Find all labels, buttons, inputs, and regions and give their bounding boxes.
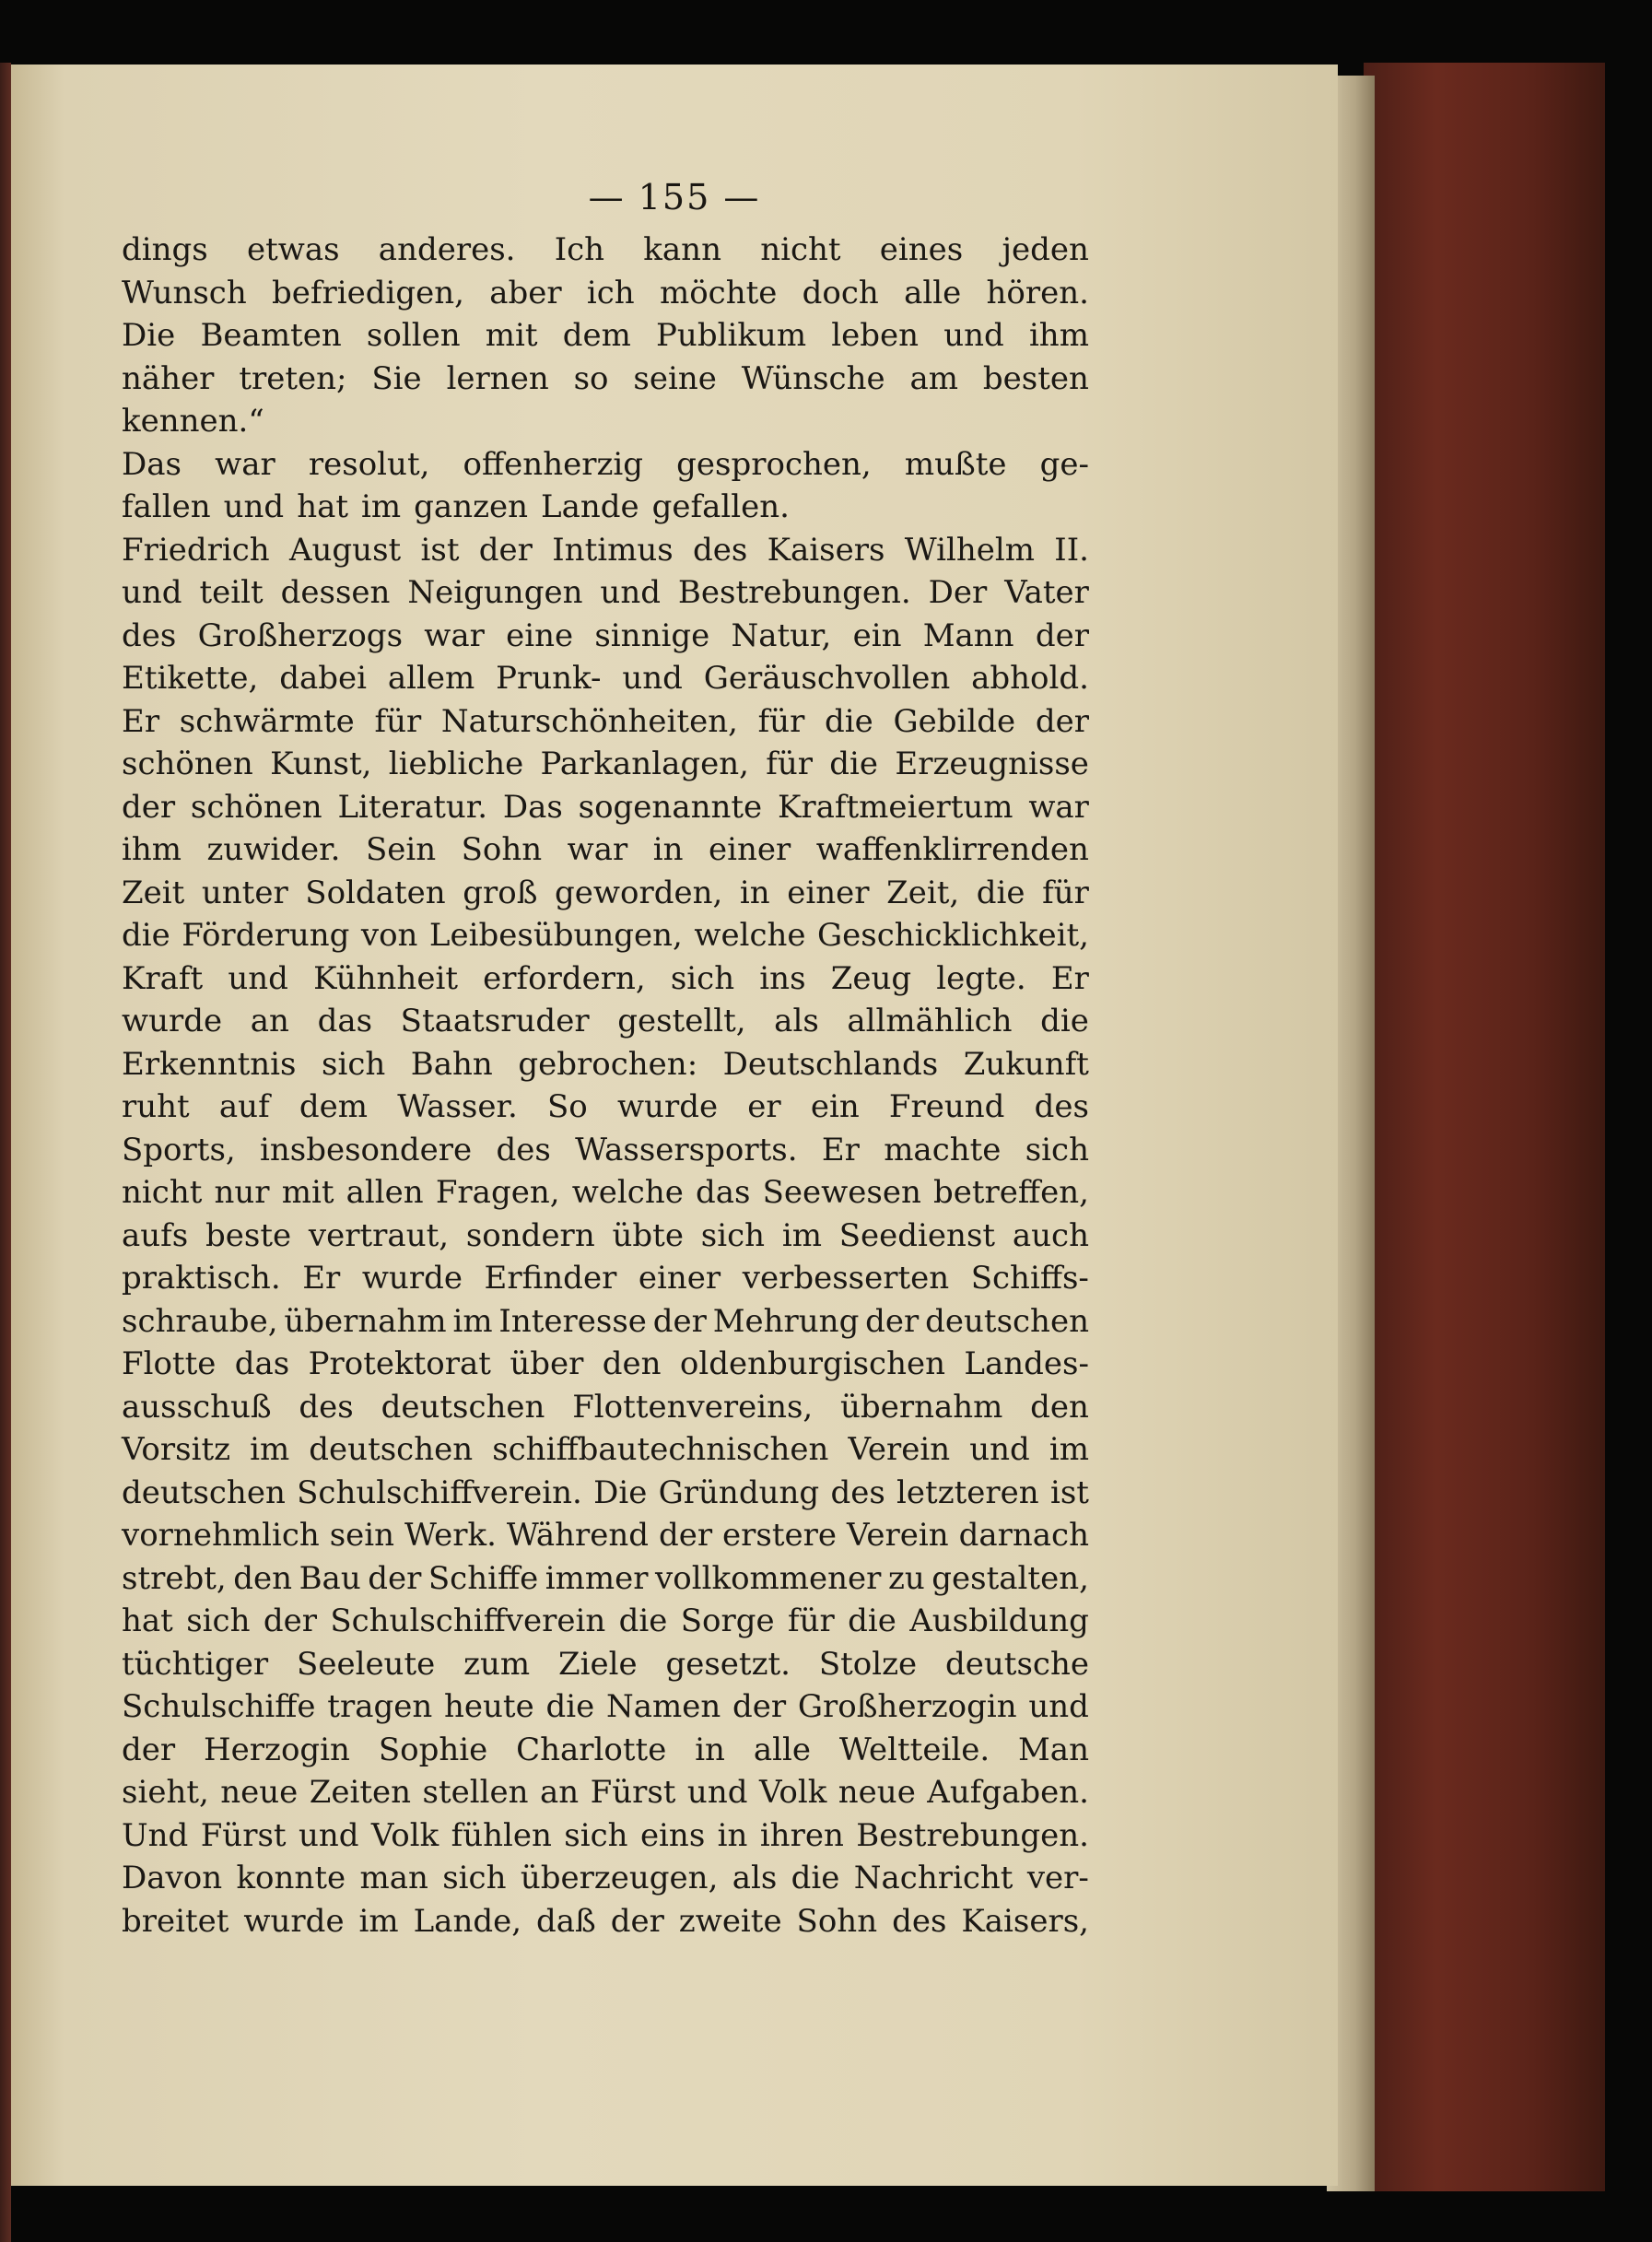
text-line: strebt, den Bau der Schiffe immer vollkommener zu gestalten, bbox=[122, 1559, 1089, 1597]
text-line: ruht auf dem Wasser. So wurde er ein Freund des bbox=[122, 1088, 1089, 1125]
text-line: ausschuß des deutschen Flottenvereins, übernahm den bbox=[122, 1388, 1089, 1426]
text-line: vornehmlich sein Werk. Während der erstere Verein darnach bbox=[122, 1517, 1089, 1554]
text-line: schraube, übernahm im Interesse der Mehrung der deutschen bbox=[122, 1302, 1089, 1340]
text-line: Erkenntnis sich Bahn gebrochen: Deutschlands Zukunft bbox=[122, 1045, 1089, 1083]
text-line: Sports, insbesondere des Wassersports. Er machte sich bbox=[122, 1131, 1089, 1168]
text-line: nicht nur mit allen Fragen, welche das Seewesen betreffen, bbox=[122, 1174, 1089, 1211]
text-line: der schönen Literatur. Das sogenannte Kraftmeiertum war bbox=[122, 788, 1089, 826]
text-line: Vorsitz im deutschen schiffbautechnischen Verein und im bbox=[122, 1431, 1089, 1468]
text-line: schönen Kunst, liebliche Parkanlagen, für die Erzeugnisse bbox=[122, 745, 1089, 782]
text-line: Davon konnte man sich überzeugen, als die Nachricht ver- bbox=[122, 1860, 1089, 1896]
text-line: praktisch. Er wurde Erfinder einer verbesserten Schiffs- bbox=[122, 1260, 1089, 1297]
text-line: Die Beamten sollen mit dem Publikum leben und ihm bbox=[122, 317, 1089, 354]
book-cover-left-edge bbox=[0, 63, 11, 2242]
text-line: Flotte das Protektorat über den oldenburgischen Landes- bbox=[122, 1345, 1089, 1382]
text-line: der Herzogin Sophie Charlotte in alle Weltteile. Man bbox=[122, 1731, 1089, 1768]
text-line: tüchtiger Seeleute zum Ziele gesetzt. Stolze deutsche bbox=[122, 1645, 1089, 1683]
text-line: breitet wurde im Lande, daß der zweite Sohn des Kaisers, bbox=[122, 1902, 1089, 1940]
text-line: Kraft und Kühnheit erfordern, sich ins Zeug legte. Er bbox=[122, 959, 1089, 997]
text-line: Schulschiffe tragen heute die Namen der Großherzogin und bbox=[122, 1688, 1089, 1725]
text-line: kennen.“ bbox=[122, 403, 264, 440]
text-line: Friedrich August ist der Intimus des Kaisers Wilhelm II. bbox=[122, 531, 1089, 569]
paper-page bbox=[11, 65, 1338, 2186]
text-line: aufs beste vertraut, sondern übte sich im Seedienst auch bbox=[122, 1216, 1089, 1254]
text-line: ihm zuwider. Sein Sohn war in einer waffenklirrenden bbox=[122, 831, 1089, 868]
text-line: näher treten; Sie lernen so seine Wünsche am besten bbox=[122, 359, 1089, 397]
page-number: — 155 — bbox=[588, 177, 761, 217]
body-text bbox=[122, 229, 1089, 1943]
text-line: dings etwas anderes. Ich kann nicht eines jeden bbox=[122, 231, 1089, 268]
text-line: und teilt dessen Neigungen und Bestrebungen. Der Vater bbox=[122, 574, 1089, 611]
text-line: die Förderung von Leibesübungen, welche Geschicklichkeit, bbox=[122, 917, 1089, 954]
text-line: sieht, neue Zeiten stellen an Fürst und Volk neue Aufgaben. bbox=[122, 1774, 1089, 1811]
text-line: Zeit unter Soldaten groß geworden, in einer Zeit, die für bbox=[122, 874, 1089, 911]
text-line: Er schwärmte für Naturschönheiten, für die Gebilde der bbox=[122, 702, 1089, 740]
text-line: Und Fürst und Volk fühlen sich eins in ihren Bestrebungen. bbox=[122, 1816, 1089, 1854]
text-line: Das war resolut, offenherzig gesprochen, mußte ge- bbox=[122, 445, 1089, 483]
text-line: des Großherzogs war eine sinnige Natur, ein Mann der bbox=[122, 616, 1089, 654]
text-line: Wunsch befriedigen, aber ich möchte doch alle hören. bbox=[122, 274, 1089, 311]
text-line: hat sich der Schulschiffverein die Sorge für die Ausbildung bbox=[122, 1602, 1089, 1639]
text-line: fallen und hat im ganzen Lande gefallen. bbox=[122, 488, 790, 525]
text-line: wurde an das Staatsruder gestellt, als allmählich die bbox=[122, 1003, 1089, 1039]
book-cover-right bbox=[1364, 63, 1605, 2191]
text-line: deutschen Schulschiffverein. Die Gründung des letzteren ist bbox=[122, 1473, 1089, 1511]
text-line: Etikette, dabei allem Prunk- und Geräuschvollen abhold. bbox=[122, 660, 1089, 697]
